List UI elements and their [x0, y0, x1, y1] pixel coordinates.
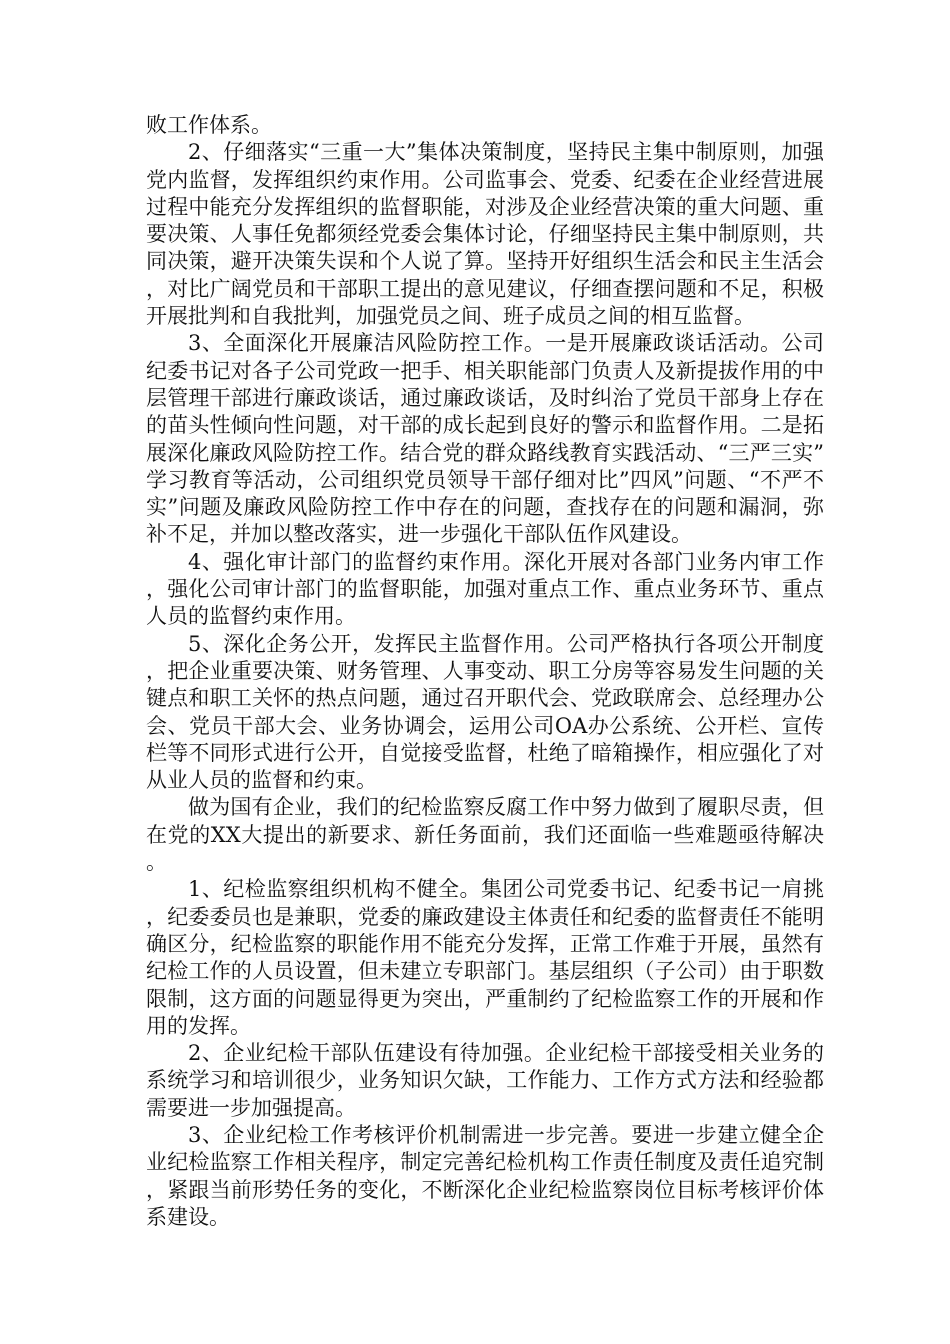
paragraph-organization-issue: 1、纪检监察组织机构不健全。集团公司党委书记、纪委书记一肩挑，纪委委员也是兼职，党委的廉政建设主体责任和纪委的监督责任不能明确区分，纪检监察的职能作用不能充分发挥，正常工作难于开展，虽然有纪检工作的人员设置，但未建立专职部门。基层组织（子公司）由于职数限制，这方面的问题显得更为突出，严重制约了纪检监察工作的开展和作用的发挥。	[146, 877, 824, 1038]
document-body	[146, 112, 824, 1231]
paragraph-continuation: 败工作体系。	[146, 113, 272, 137]
paragraph-team-building: 2、企业纪检干部队伍建设有待加强。企业纪检干部接受相关业务的系统学习和培训很少，业务知识欠缺，工作能力、工作方式方法和经验都需要进一步加强提高。	[146, 1041, 824, 1120]
paragraph-risk-control: 3、全面深化开展廉洁风险防控工作。一是开展廉政谈话活动。公司纪委书记对各子公司党政一把手、相关职能部门负责人及新提拔作用的中层管理干部进行廉政谈话，通过廉政谈话，及时纠治了党员干部身上存在的苗头性倾向性问题，对干部的成长起到良好的警示和监督作用。二是拓展深化廉政风险防控工作。结合党的群众路线教育实践活动、“三严三实”学习教育等活动，公司组织党员领导干部仔细对比”四风”问题、“不严不实”问题及廉政风险防控工作中存在的问题，查找存在的问题和漏洞，弥补不足，并加以整改落实，进一步强化干部队伍作风建设。	[146, 331, 824, 547]
paragraph-evaluation-mechanism: 3、企业纪检工作考核评价机制需进一步完善。要进一步建立健全企业纪检监察工作相关程序，制定完善纪检机构工作责任制度及责任追究制，紧跟当前形势任务的变化，不断深化企业纪检监察岗位目标考核评价体系建设。	[146, 1122, 824, 1229]
paragraph-challenges-intro: 做为国有企业，我们的纪检监察反腐工作中努力做到了履职尽责，但在党的XX大提出的新要求、新任务面前，我们还面临一些难题亟待解决。	[146, 795, 824, 875]
paragraph-decision-system: 2、仔细落实“三重一大”集体决策制度，坚持民主集中制原则，加强党内监督，发挥组织约束作用。公司监事会、党委、纪委在企业经营进展过程中能充分发挥组织的监督职能，对涉及企业经营决策的重大问题、重要决策、人事任免都须经党委会集体讨论，仔细坚持民主集中制原则，共同决策，避开决策失误和个人说了算。坚持开好组织生活会和民主生活会，对比广阔党员和干部职工提出的意见建议，仔细查摆问题和不足，积极开展批判和自我批判，加强党员之间、班子成员之间的相互监督。	[146, 140, 824, 329]
paragraph-audit: 4、强化审计部门的监督约束作用。深化开展对各部门业务内审工作，强化公司审计部门的监督职能，加强对重点工作、重点业务环节、重点人员的监督约束作用。	[146, 549, 824, 629]
paragraph-open-affairs: 5、深化企务公开，发挥民主监督作用。公司严格执行各项公开制度，把企业重要决策、财务管理、人事变动、职工分房等容易发生问题的关键点和职工关怀的热点问题，通过召开职代会、党政联席会、总经理办公会、党员干部大会、业务协调会，运用公司OA办公系统、公开栏、宣传栏等不同形式进行公开，自觉接受监督，杜绝了暗箱操作，相应强化了对从业人员的监督和约束。	[146, 631, 824, 793]
